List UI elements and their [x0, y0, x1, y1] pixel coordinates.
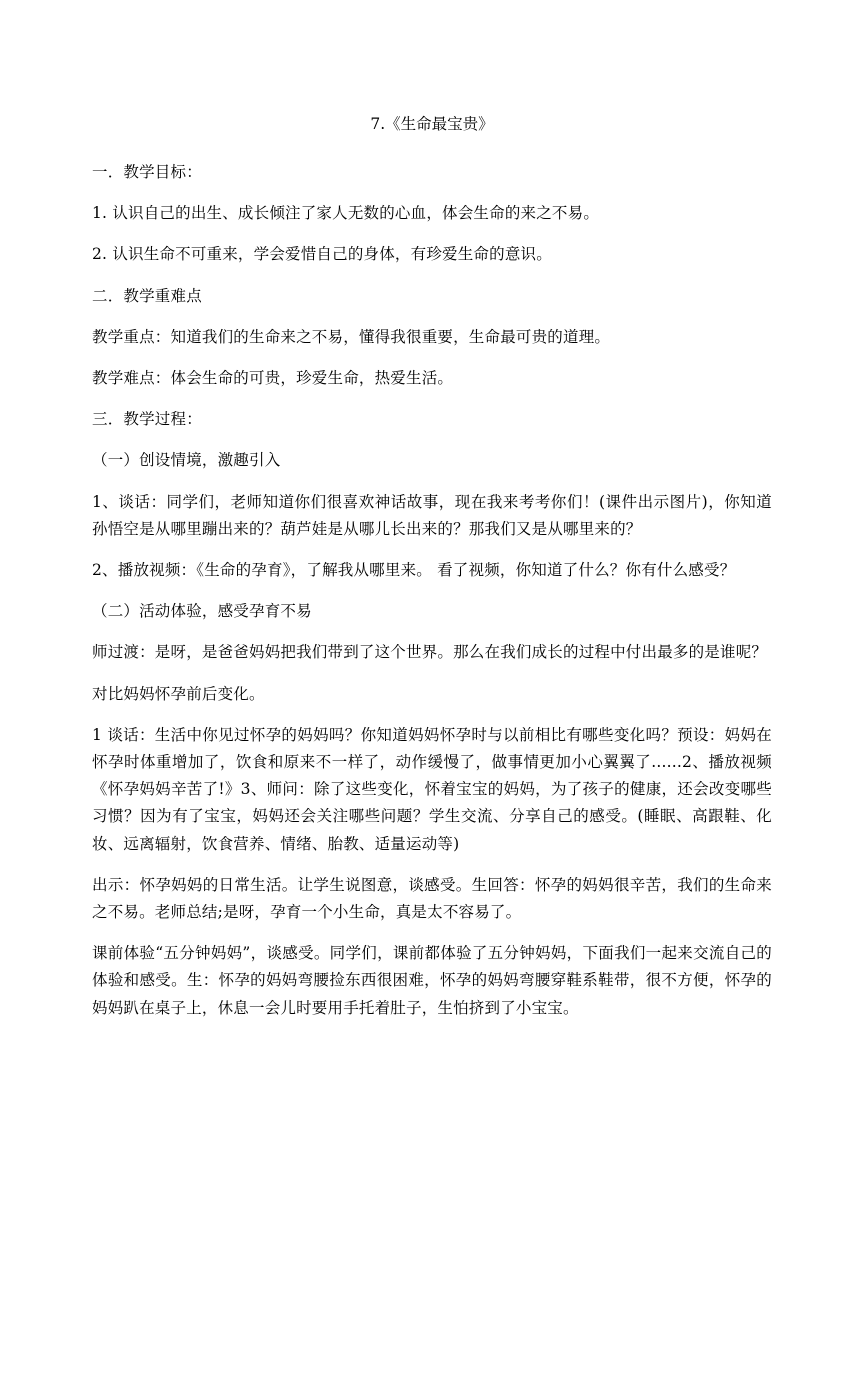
objective-item: 2. 认识生命不可重来，学会爱惜自己的身体，有珍爱生命的意识。 [92, 245, 552, 264]
section-heading-process: 三．教学过程： [92, 410, 202, 429]
subsection-heading: （二）活动体验，感受孕育不易 [92, 602, 312, 621]
body-paragraph: 1 谈话：生活中你见过怀孕的妈妈吗？你知道妈妈怀孕时与以前相比有哪些变化吗？预设：妈妈在怀孕时体重增加了，饮食和原来不一样了，动作缓慢了，做事情更加小心翼翼了......2、播放视频《怀孕妈妈辛苦了!》3、师问：除了这些变化，怀着宝宝的妈妈，为了孩子的健康，还会改变哪些习惯？因为有了宝宝，妈妈还会关注哪些问题？学生交流、分享自己的感受。(睡眠、高跟鞋、化妆、远离辐射，饮食营养、情绪、胎教、适量运动等) [92, 725, 772, 853]
body-paragraph: 课前体验“五分钟妈妈”，谈感受。同学们，课前都体验了五分钟妈妈，下面我们一起来交流自己的体验和感受。生：怀孕的妈妈弯腰捡东西很困难，怀孕的妈妈弯腰穿鞋系鞋带，很不方便，怀孕的妈妈趴在桌子上，休息一会儿时要用手托着肚子，生怕挤到了小宝宝。 [92, 944, 772, 1017]
document-title: 7.《生命最宝贵》 [370, 115, 494, 133]
key-point-paragraph: 教学重点：知道我们的生命来之不易，懂得我很重要，生命最可贵的道理。 [92, 327, 611, 346]
body-paragraph: 1、谈话：同学们，老师知道你们很喜欢神话故事，现在我来考考你们！(课件出示图片)，你知道孙悟空是从哪里蹦出来的？葫芦娃是从哪儿长出来的？那我们又是从哪里来的？ [92, 492, 772, 538]
difficulty-paragraph: 教学难点：体会生命的可贵，珍爱生命，热爱生活。 [92, 369, 454, 388]
objective-item: 1. 认识自己的出生、成长倾注了家人无数的心血，体会生命的来之不易。 [92, 204, 600, 223]
body-paragraph: 2、播放视频：《生命的孕育》，了解我从哪里来。 看了视频，你知道了什么？你有什么感受？ [92, 561, 736, 580]
section-heading-key-points: 二．教学重难点 [92, 286, 202, 305]
body-paragraph: 师过渡：是呀，是爸爸妈妈把我们带到了这个世界。那么在我们成长的过程中付出最多的是谁呢？ [92, 643, 768, 662]
body-paragraph: 出示：怀孕妈妈的日常生活。让学生说图意，谈感受。生回答：怀孕的妈妈很辛苦，我们的生命来之不易。老师总结;是呀，孕育一个小生命，真是太不容易了。 [92, 875, 772, 922]
subsection-heading: （一）创设情境，激趣引入 [92, 451, 281, 470]
body-paragraph: 对比妈妈怀孕前后变化。 [92, 684, 265, 703]
section-heading-objectives: 一．教学目标： [92, 163, 202, 181]
document-body [92, 112, 772, 1036]
